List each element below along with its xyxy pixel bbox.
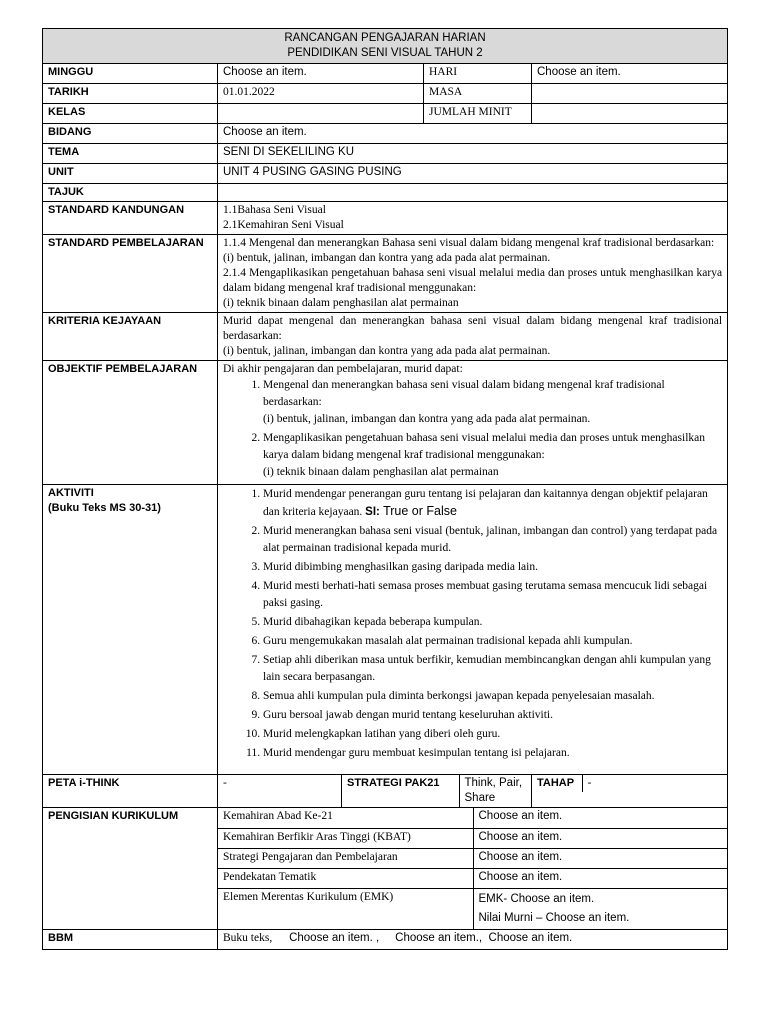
sp-paragraph: (i) bentuk, jalinan, imbangan dan kontra yang ada pada alat permainan. <box>223 252 551 264</box>
bbm-prefix: Buku teks, <box>223 931 273 944</box>
tarikh-label: TARIKH <box>43 84 218 104</box>
list-item <box>263 486 722 521</box>
kurikulum-value[interactable]: Choose an item. <box>473 868 727 888</box>
unit-label: UNIT <box>43 164 218 184</box>
tajuk-label: TAJUK <box>43 184 218 202</box>
standard-pembelajaran-label: STANDARD PEMBELAJARAN <box>43 235 218 313</box>
list-item: 8. Semua ahli kumpulan pula diminta berkongsi jawapan kepada penyelesaian masalah. <box>263 688 722 705</box>
nilai-murni-value: Nilai Murni – Choose an item. <box>478 911 630 924</box>
tema-label: TEMA <box>43 144 218 164</box>
tahap-cell <box>532 775 728 808</box>
masa-label: MASA <box>424 84 532 104</box>
bbm-value: Choose an item. , Choose an item., Choose an item. <box>289 931 573 944</box>
list-item: 11. Murid mendengar guru membuat kesimpulan tentang isi pelajaran. <box>263 745 722 762</box>
standard-kandungan-item: 1.1Bahasa Seni Visual <box>223 204 326 216</box>
rph-document <box>42 28 727 950</box>
si-label: SI: <box>365 506 384 518</box>
unit-field[interactable]: UNIT 4 PUSING GASING PUSING <box>218 164 728 184</box>
sp-paragraph: 2.1.4 Mengaplikasikan pengetahuan bahasa seni visual melalui media dan proses untuk menghasilkan karya dalam bidang mengenal kraf tradisional menggunakan: <box>223 267 723 294</box>
peta-ithink-field[interactable]: - <box>218 775 342 808</box>
kurikulum-value[interactable]: Choose an item. <box>473 848 727 868</box>
aktiviti-label: AKTIVITI <box>48 487 94 499</box>
minggu-field[interactable]: Choose an item. <box>218 64 424 84</box>
header-title: RANCANGAN PENGAJARAN HARIAN <box>284 32 486 44</box>
list-item: 4. Murid mesti berhati-hati semasa proses membuat gasing terutama semasa mencucuk lidi sebagai paksi gasing. <box>263 578 722 612</box>
peta-ithink-label: PETA i-THINK <box>43 775 218 808</box>
kriteria-paragraph: (i) bentuk, jalinan, imbangan dan kontra yang ada pada alat permainan. <box>223 345 551 357</box>
jumlah-minit-label: JUMLAH MINIT <box>424 104 532 124</box>
aktiviti-field[interactable] <box>218 485 728 775</box>
aktiviti-item-text: Murid mendengar penerangan guru tentang isi pelajaran dan kaitannya dengan objektif pelajaran dan kriteria kejayaan. <box>263 488 708 518</box>
masa-field[interactable] <box>532 84 728 104</box>
kurikulum-value[interactable]: Choose an item. <box>473 828 727 848</box>
objektif-item-sub: (i) bentuk, jalinan, imbangan dan kontra yang ada pada alat permainan. <box>263 413 591 425</box>
standard-kandungan-field[interactable] <box>218 202 728 235</box>
strategi-cell <box>342 775 532 808</box>
strategi-label: STRATEGI PAK21 <box>342 775 459 807</box>
objektif-intro: Di akhir pengajaran dan pembelajaran, murid dapat: <box>223 363 463 375</box>
standard-kandungan-item: 2.1Kemahiran Seni Visual <box>223 219 344 231</box>
list-item: 2. Murid menerangkan bahasa seni visual (bentuk, jalinan, imbangan dan control) yang terdapat pada alat permainan tradisional kepada murid. <box>263 523 722 557</box>
kriteria-label: KRITERIA KEJAYAAN <box>43 313 218 361</box>
sp-paragraph: 1.1.4 Mengenal dan menerangkan Bahasa seni visual dalam bidang mengenal kraf tradisional berdasarkan: <box>223 237 715 249</box>
kurikulum-cell <box>218 808 728 930</box>
kriteria-paragraph: Murid dapat mengenal dan menerangkan bahasa seni visual dalam bidang mengenal kraf tradisional berdasarkan: <box>223 315 723 342</box>
list-item: 3. Murid dibimbing menghasilkan gasing daripada media lain. <box>263 559 722 576</box>
bbm-label: BBM <box>43 929 218 949</box>
list-item <box>263 430 722 481</box>
tarikh-field[interactable]: 01.01.2022 <box>218 84 424 104</box>
emk-value: EMK- Choose an item. <box>478 892 595 905</box>
minggu-label: MINGGU <box>43 64 218 84</box>
aktiviti-reference: (Buku Teks MS 30-31) <box>48 502 161 514</box>
objektif-label: OBJEKTIF PEMBELAJARAN <box>43 361 218 485</box>
bbm-field[interactable] <box>218 929 728 949</box>
tahap-field[interactable]: - <box>587 777 592 789</box>
list-item: 9. Guru bersoal jawab dengan murid tentang keseluruhan aktiviti. <box>263 707 722 724</box>
kelas-field[interactable] <box>218 104 424 124</box>
jumlah-minit-field[interactable] <box>532 104 728 124</box>
tahap-label: TAHAP <box>532 775 582 792</box>
kelas-label: KELAS <box>43 104 218 124</box>
si-value: True or False <box>383 504 457 518</box>
objektif-field[interactable] <box>218 361 728 485</box>
header-subtitle: PENDIDIKAN SENI VISUAL TAHUN 2 <box>287 47 483 59</box>
kurikulum-key: Pendekatan Tematik <box>218 868 473 888</box>
hari-label: HARI <box>424 64 532 84</box>
list-item: 10. Murid melengkapkan latihan yang diberi oleh guru. <box>263 726 722 743</box>
document-header <box>43 29 728 64</box>
kurikulum-label: PENGISIAN KURIKULUM <box>43 808 218 930</box>
kriteria-field[interactable] <box>218 313 728 361</box>
kurikulum-table <box>218 808 727 929</box>
hari-field[interactable]: Choose an item. <box>532 64 728 84</box>
kurikulum-key: Kemahiran Abad Ke-21 <box>218 808 473 828</box>
kurikulum-key: Elemen Merentas Kurikulum (EMK) <box>218 888 473 929</box>
kurikulum-value[interactable]: Choose an item. <box>473 808 727 828</box>
strategi-field[interactable]: Think, Pair, Share <box>464 777 523 804</box>
kurikulum-key: Kemahiran Berfikir Aras Tinggi (KBAT) <box>218 828 473 848</box>
kurikulum-value[interactable] <box>473 888 727 929</box>
bidang-field[interactable]: Choose an item. <box>218 124 728 144</box>
list-item: 5. Murid dibahagikan kepada beberapa kumpulan. <box>263 614 722 631</box>
aktiviti-label-cell <box>43 485 218 775</box>
tajuk-field[interactable] <box>218 184 728 202</box>
objektif-item-text: Mengaplikasikan pengetahuan bahasa seni visual melalui media dan proses untuk menghasilkan karya dalam bidang mengenal kraf tradisional menggunakan: <box>263 432 705 461</box>
objektif-item-text: Mengenal dan menerangkan bahasa seni visual dalam bidang mengenal kraf tradisional berdasarkan: <box>263 379 665 408</box>
standard-kandungan-label: STANDARD KANDUNGAN <box>43 202 218 235</box>
list-item <box>263 377 722 428</box>
tema-field[interactable]: SENI DI SEKELILING KU <box>218 144 728 164</box>
list-item: 6. Guru mengemukakan masalah alat permainan tradisional kepada ahli kumpulan. <box>263 633 722 650</box>
kurikulum-key: Strategi Pengajaran dan Pembelajaran <box>218 848 473 868</box>
sp-paragraph: (i) teknik binaan dalam penghasilan alat permainan <box>223 297 459 309</box>
list-item: 7. Setiap ahli diberikan masa untuk berfikir, kemudian membincangkan dengan ahli kumpulan yang lain secara berpasangan. <box>263 652 722 686</box>
objektif-list <box>223 377 722 481</box>
objektif-item-sub: (i) teknik binaan dalam penghasilan alat permainan <box>263 466 499 478</box>
bidang-label: BIDANG <box>43 124 218 144</box>
rph-table <box>42 28 728 950</box>
aktiviti-list <box>223 486 722 762</box>
standard-pembelajaran-field[interactable] <box>218 235 728 313</box>
